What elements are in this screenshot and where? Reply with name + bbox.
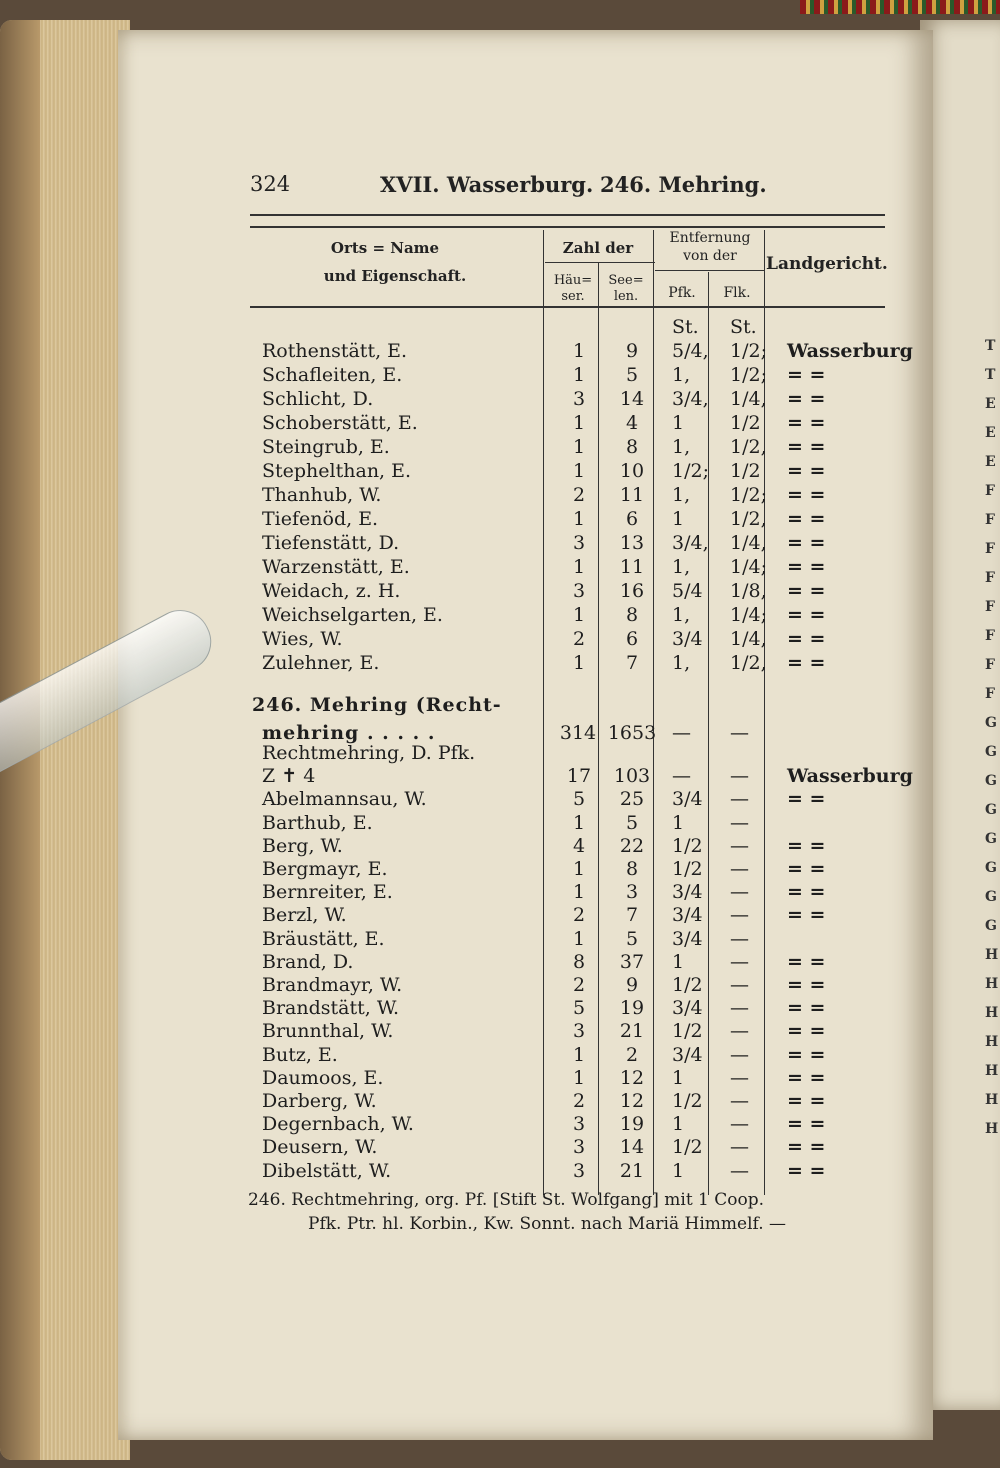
court-value: = = xyxy=(787,436,826,458)
facing-page-letter: G xyxy=(985,860,997,876)
facing-page-letter: F xyxy=(985,512,995,528)
flk-distance: — xyxy=(730,1020,749,1043)
col-distance-2: von der xyxy=(683,248,737,264)
pfk-distance: 1/2 xyxy=(672,834,703,857)
court-value: = = xyxy=(787,1113,826,1136)
houses-value: 8 xyxy=(572,950,586,973)
header-subrule-count xyxy=(545,262,655,263)
footnote-line-2: Pfk. Ptr. hl. Korbin., Kw. Sonnt. nach Mariä Himmelf. — xyxy=(308,1214,787,1234)
facing-page-letter: H xyxy=(985,1005,999,1021)
facing-page-letter: F xyxy=(985,628,995,644)
facing-page-letter: H xyxy=(985,1092,999,1108)
table-row xyxy=(262,1090,892,1114)
court-value: = = xyxy=(787,652,826,674)
place-name: Schafleiten, E. xyxy=(262,364,403,386)
section-title: 246. Mehring. xyxy=(600,172,767,197)
houses-value: 3 xyxy=(572,1020,586,1043)
flk-distance: 1/2, xyxy=(730,652,767,674)
place-name: Stephelthan, E. xyxy=(262,460,412,482)
top-rule-2 xyxy=(250,226,885,228)
col-name-line1: Orts = Name xyxy=(330,239,440,257)
place-name: Daumoos, E. xyxy=(262,1066,384,1089)
court-value: = = xyxy=(787,834,826,857)
souls-value: 8 xyxy=(625,604,639,626)
place-name: Barthub, E. xyxy=(262,811,373,834)
houses-value: 17 xyxy=(566,765,592,788)
facing-page-letter: F xyxy=(985,541,995,557)
place-name: Bergmayr, E. xyxy=(262,858,388,880)
flk-distance: — xyxy=(730,811,749,834)
houses-value: 3 xyxy=(572,580,586,602)
table-row xyxy=(262,460,892,484)
court-value: = = xyxy=(787,628,826,650)
court-value: Wasserburg xyxy=(787,765,913,788)
flk-distance: 1/2 xyxy=(730,412,761,434)
place-name: Rothenstätt, E. xyxy=(262,340,408,362)
flk-distance: 1/2, xyxy=(730,508,767,530)
table-row xyxy=(262,604,892,628)
table-row xyxy=(262,788,892,812)
pfk-distance: 1 xyxy=(672,950,685,973)
souls-value: 14 xyxy=(619,1136,645,1159)
flk-distance: — xyxy=(730,1159,749,1182)
houses-value: 2 xyxy=(572,1090,586,1112)
group-houses: 314 xyxy=(559,722,597,744)
flk-distance: — xyxy=(730,881,749,904)
place-name: Zulehner, E. xyxy=(262,652,380,674)
table-row xyxy=(262,881,892,905)
group-title-2: mehring . . . . . xyxy=(262,722,436,744)
table-row xyxy=(262,904,892,928)
place-name: Brand, D. xyxy=(262,950,354,973)
footnote-line-1: 246. Rechtmehring, org. Pf. [Stift St. Wolfgang] mit 1 Coop. xyxy=(248,1190,765,1210)
court-value: = = xyxy=(787,484,826,506)
houses-value: 1 xyxy=(572,811,586,834)
table-row xyxy=(262,1136,892,1160)
group-title-1: 246. Mehring (Recht- xyxy=(252,694,502,716)
souls-value: 12 xyxy=(619,1066,645,1089)
flk-distance: — xyxy=(730,1066,749,1089)
court-value: = = xyxy=(787,460,826,482)
facing-page-letter: H xyxy=(985,1121,999,1137)
facing-page-letter: F xyxy=(985,570,995,586)
souls-value: 37 xyxy=(619,950,645,973)
flk-distance: — xyxy=(730,1043,749,1066)
pfk-distance: 1 xyxy=(672,1159,685,1182)
souls-value: 9 xyxy=(625,340,639,362)
running-head xyxy=(250,172,890,206)
pfk-distance: 1/2 xyxy=(672,1136,703,1159)
flk-distance: 1/4, xyxy=(730,628,767,650)
facing-page-letter: E xyxy=(985,454,996,470)
col-name-line2: und Eigenschaft. xyxy=(323,267,467,285)
place-name: Abelmannsau, W. xyxy=(262,788,427,811)
page-number: 324 xyxy=(250,172,291,196)
unit-row xyxy=(262,316,892,340)
col-count: Zahl der xyxy=(562,239,634,257)
pfk-distance: 1, xyxy=(672,364,691,386)
flk-distance: — xyxy=(730,834,749,857)
houses-value: 1 xyxy=(572,858,586,880)
table-row xyxy=(262,532,892,556)
pfk-distance: 1 xyxy=(672,1066,685,1089)
table-row xyxy=(262,340,913,364)
court-value: = = xyxy=(787,364,826,386)
court-value: = = xyxy=(787,412,826,434)
pfk-distance: 5/4 xyxy=(672,580,703,602)
houses-value: 3 xyxy=(572,1113,586,1136)
facing-page-letter: G xyxy=(985,831,997,847)
table-row xyxy=(262,1020,892,1044)
houses-value: 5 xyxy=(572,788,586,811)
facing-page-letter: F xyxy=(985,686,995,702)
place-name: Wies, W. xyxy=(262,628,343,650)
flk-distance: — xyxy=(730,1113,749,1136)
place-name: Tiefenstätt, D. xyxy=(262,532,400,554)
flk-distance: 1/8, xyxy=(730,580,767,602)
court-value: = = xyxy=(787,997,826,1020)
pfk-distance: 1 xyxy=(672,508,685,530)
table-row xyxy=(262,628,892,652)
court-value: = = xyxy=(787,508,826,530)
group-flk: — xyxy=(730,722,749,744)
table-row xyxy=(262,974,892,998)
court-value: Wasserburg xyxy=(787,340,913,362)
table-row xyxy=(262,1113,892,1137)
table-row xyxy=(262,388,892,412)
col-court: Landgericht. xyxy=(766,254,888,274)
place-name: Deusern, W. xyxy=(262,1136,378,1159)
houses-value: 2 xyxy=(572,484,586,506)
pfk-distance: 3/4, xyxy=(672,532,709,554)
court-value: = = xyxy=(787,532,826,554)
table-row xyxy=(262,765,913,789)
place-name: Brandstätt, W. xyxy=(262,997,400,1020)
facing-page-letter: T xyxy=(985,367,996,383)
facing-page-letter: G xyxy=(985,744,997,760)
table-row xyxy=(262,742,892,766)
col-souls-2: len. xyxy=(613,289,639,304)
place-name: Bernreiter, E. xyxy=(262,881,393,904)
houses-value: 1 xyxy=(572,364,586,386)
souls-value: 10 xyxy=(619,460,645,482)
flk-distance: — xyxy=(730,974,749,996)
place-name: Berg, W. xyxy=(262,834,343,857)
houses-value: 1 xyxy=(572,340,586,362)
flk-distance: 1/2, xyxy=(730,436,767,458)
facing-page-letter: G xyxy=(985,918,997,934)
pfk-distance: 3/4 xyxy=(672,904,703,927)
houses-value: 4 xyxy=(572,834,586,857)
table-row xyxy=(262,951,892,975)
flk-distance: — xyxy=(730,1090,749,1112)
souls-value: 5 xyxy=(625,811,639,834)
souls-value: 13 xyxy=(619,532,645,554)
table-row xyxy=(262,484,892,508)
court-value: = = xyxy=(787,881,826,904)
souls-value: 19 xyxy=(619,1113,645,1136)
court-value: = = xyxy=(787,904,826,927)
place-name: Z ✝ 4 xyxy=(262,765,316,788)
col-houses-2: ser. xyxy=(561,289,585,304)
court-value: = = xyxy=(787,1136,826,1159)
souls-value: 21 xyxy=(619,1020,645,1043)
col-flk: Flk. xyxy=(723,285,751,301)
pfk-distance: 5/4, xyxy=(672,340,709,362)
facing-page-letter: E xyxy=(985,425,996,441)
souls-value: 8 xyxy=(625,436,639,458)
souls-value: 25 xyxy=(619,788,645,811)
table-row xyxy=(262,997,892,1021)
pfk-distance: 1, xyxy=(672,436,691,458)
col-pfk: Pfk. xyxy=(668,285,696,301)
place-name: Weichselgarten, E. xyxy=(262,604,443,626)
table-row xyxy=(262,928,892,952)
table-row xyxy=(262,436,892,460)
table-row xyxy=(262,556,892,580)
facing-page-letter: H xyxy=(985,1034,999,1050)
col-houses-1: Häu= xyxy=(553,273,593,288)
souls-value: 7 xyxy=(625,652,639,674)
court-value: = = xyxy=(787,1090,826,1112)
place-name: Degernbach, W. xyxy=(262,1113,414,1136)
place-name: Weidach, z. H. xyxy=(262,580,401,602)
houses-value: 3 xyxy=(572,1159,586,1182)
court-value: = = xyxy=(787,388,826,410)
houses-value: 1 xyxy=(572,1043,586,1066)
flk-distance: — xyxy=(730,765,749,788)
top-rule xyxy=(250,214,885,216)
flk-distance: 1/4, xyxy=(730,388,767,410)
flk-distance: — xyxy=(730,950,749,973)
pfk-distance: 1 xyxy=(672,1113,685,1136)
court-value: = = xyxy=(787,950,826,973)
pfk-distance: 3/4 xyxy=(672,628,703,650)
pfk-distance: 1/2 xyxy=(672,974,703,996)
table-row xyxy=(262,1067,892,1091)
houses-value: 3 xyxy=(572,532,586,554)
souls-value: 5 xyxy=(625,927,639,950)
facing-page-letter: F xyxy=(985,483,995,499)
facing-page-letter: F xyxy=(985,599,995,615)
flk-distance: — xyxy=(730,904,749,927)
table-row xyxy=(262,812,892,836)
header-subrule-dist xyxy=(655,270,765,271)
table-row xyxy=(262,835,892,859)
place-name: Brandmayr, W. xyxy=(262,974,403,996)
place-name: Butz, E. xyxy=(262,1043,338,1066)
court-value: = = xyxy=(787,1159,826,1182)
pfk-distance: 1/2; xyxy=(672,460,709,482)
facing-page-letter: H xyxy=(985,947,999,963)
place-name: Darberg, W. xyxy=(262,1090,377,1112)
place-name: Warzenstätt, E. xyxy=(262,556,410,578)
pfk-distance: 3/4 xyxy=(672,997,703,1020)
table-row xyxy=(262,508,892,532)
pfk-distance: 1 xyxy=(672,811,685,834)
facing-page-letter: H xyxy=(985,1063,999,1079)
houses-value: 1 xyxy=(572,460,586,482)
facing-page-letter: G xyxy=(985,889,997,905)
table-row xyxy=(262,412,892,436)
souls-value: 19 xyxy=(619,997,645,1020)
souls-value: 7 xyxy=(625,904,639,927)
pfk-distance: 1 xyxy=(672,412,685,434)
pfk-distance: 3/4, xyxy=(672,388,709,410)
table-row xyxy=(262,1160,892,1184)
pfk-distance: 1, xyxy=(672,484,691,506)
place-name: Rechtmehring, D. Pfk. xyxy=(262,742,476,764)
place-name: Thanhub, W. xyxy=(262,484,382,506)
table-row xyxy=(262,580,892,604)
table-row xyxy=(262,1044,892,1068)
facing-page-letter: G xyxy=(985,773,997,789)
flk-distance: 1/4; xyxy=(730,604,767,626)
houses-value: 1 xyxy=(572,1066,586,1089)
souls-value: 11 xyxy=(619,556,645,578)
souls-value: 22 xyxy=(619,834,645,857)
flk-distance: 1/2 xyxy=(730,460,761,482)
houses-value: 1 xyxy=(572,436,586,458)
court-value: = = xyxy=(787,788,826,811)
unit-pfk: St. xyxy=(672,316,699,338)
souls-value: 3 xyxy=(625,881,639,904)
place-name: Dibelstätt, W. xyxy=(262,1159,392,1182)
pfk-distance: 1, xyxy=(672,652,691,674)
place-name: Schlicht, D. xyxy=(262,388,374,410)
court-value: = = xyxy=(787,580,826,602)
court-value: = = xyxy=(787,1066,826,1089)
houses-value: 3 xyxy=(572,388,586,410)
bookmark-ribbon xyxy=(800,0,1000,14)
group-pfk: — xyxy=(672,722,691,744)
facing-page-letter: T xyxy=(985,338,996,354)
court-value: = = xyxy=(787,974,826,996)
col-souls-1: See= xyxy=(608,273,644,288)
houses-value: 1 xyxy=(572,652,586,674)
facing-page-letter: G xyxy=(985,802,997,818)
flk-distance: 1/2; xyxy=(730,340,767,362)
facing-page-letter: E xyxy=(985,396,996,412)
houses-value: 5 xyxy=(572,997,586,1020)
pfk-distance: 1/2 xyxy=(672,1020,703,1043)
group-title-row-1 xyxy=(252,694,892,718)
houses-value: 1 xyxy=(572,927,586,950)
place-name: Berzl, W. xyxy=(262,904,347,927)
flk-distance: 1/4, xyxy=(730,532,767,554)
facing-page-letter: G xyxy=(985,715,997,731)
houses-value: 2 xyxy=(572,974,586,996)
souls-value: 6 xyxy=(625,628,639,650)
souls-value: 4 xyxy=(625,412,639,434)
court-value: = = xyxy=(787,1020,826,1043)
place-name: Steingrub, E. xyxy=(262,436,390,458)
houses-value: 2 xyxy=(572,904,586,927)
court-value: = = xyxy=(787,858,826,880)
court-value: = = xyxy=(787,556,826,578)
houses-value: 1 xyxy=(572,604,586,626)
flk-distance: 1/2; xyxy=(730,364,767,386)
pfk-distance: 1/2 xyxy=(672,1090,703,1112)
houses-value: 1 xyxy=(572,508,586,530)
pfk-distance: 3/4 xyxy=(672,788,703,811)
pfk-distance: 3/4 xyxy=(672,927,703,950)
souls-value: 11 xyxy=(619,484,645,506)
col-distance-1: Entfernung xyxy=(669,230,751,246)
pfk-distance: — xyxy=(672,765,691,788)
chapter-title: XVII. Wasserburg. xyxy=(380,172,594,197)
place-name: Schoberstätt, E. xyxy=(262,412,418,434)
facing-page-letter: F xyxy=(985,657,995,673)
houses-value: 3 xyxy=(572,1136,586,1159)
table-row xyxy=(262,652,892,676)
pfk-distance: 3/4 xyxy=(672,1043,703,1066)
group-souls: 1653 xyxy=(607,722,657,744)
souls-value: 16 xyxy=(619,580,645,602)
place-name: Tiefenöd, E. xyxy=(262,508,379,530)
flk-distance: — xyxy=(730,788,749,811)
houses-value: 1 xyxy=(572,412,586,434)
souls-value: 21 xyxy=(619,1159,645,1182)
flk-distance: — xyxy=(730,927,749,950)
souls-value: 8 xyxy=(625,858,639,880)
footnote xyxy=(248,1188,898,1236)
souls-value: 2 xyxy=(625,1043,639,1066)
facing-page-letter: H xyxy=(985,976,999,992)
table-row xyxy=(262,364,892,388)
table-row xyxy=(262,858,892,882)
houses-value: 1 xyxy=(572,556,586,578)
flk-distance: — xyxy=(730,1136,749,1159)
souls-value: 12 xyxy=(619,1090,645,1112)
header-bottom-rule xyxy=(250,306,885,308)
houses-value: 1 xyxy=(572,881,586,904)
souls-value: 14 xyxy=(619,388,645,410)
pfk-distance: 1/2 xyxy=(672,858,703,880)
court-value: = = xyxy=(787,604,826,626)
flk-distance: 1/4; xyxy=(730,556,767,578)
souls-value: 6 xyxy=(625,508,639,530)
pfk-distance: 3/4 xyxy=(672,881,703,904)
place-name: Brunnthal, W. xyxy=(262,1020,394,1043)
souls-value: 103 xyxy=(613,765,651,788)
flk-distance: — xyxy=(730,858,749,880)
souls-value: 5 xyxy=(625,364,639,386)
pfk-distance: 1, xyxy=(672,556,691,578)
souls-value: 9 xyxy=(625,974,639,996)
place-name: Bräustätt, E. xyxy=(262,927,385,950)
flk-distance: 1/2; xyxy=(730,484,767,506)
unit-flk: St. xyxy=(730,316,757,338)
pfk-distance: 1, xyxy=(672,604,691,626)
houses-value: 2 xyxy=(572,628,586,650)
court-value: = = xyxy=(787,1043,826,1066)
flk-distance: — xyxy=(730,997,749,1020)
